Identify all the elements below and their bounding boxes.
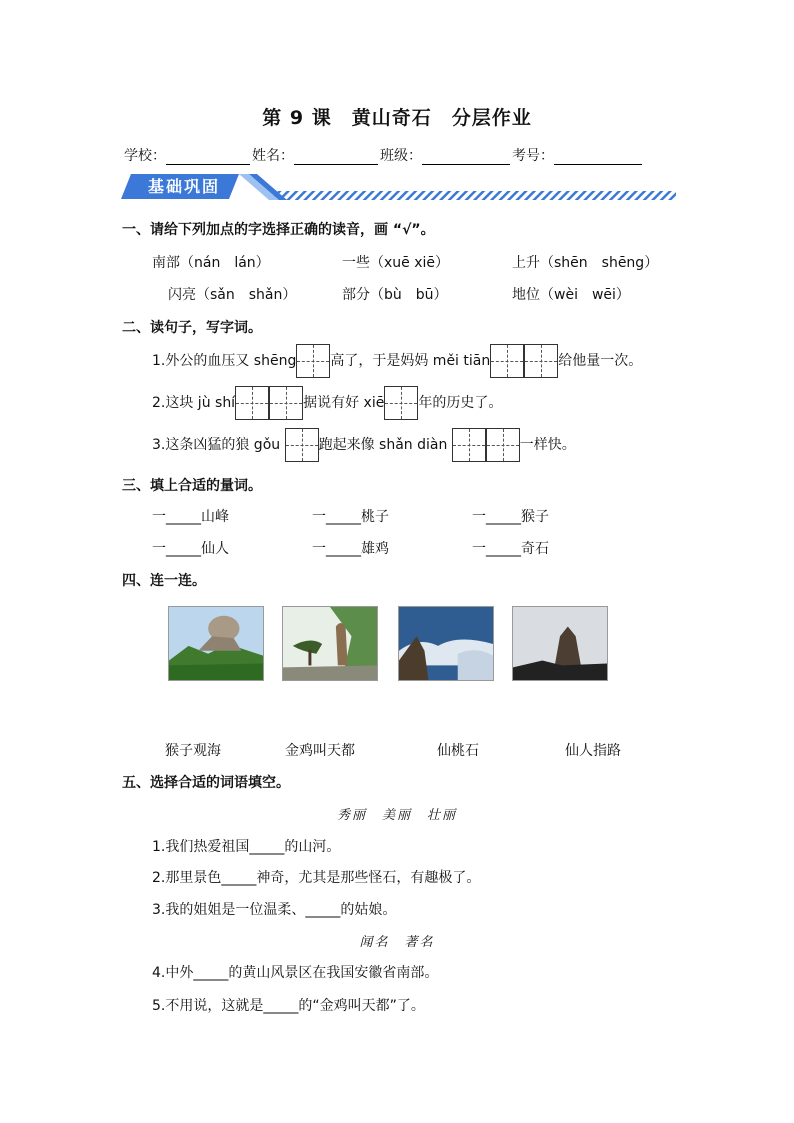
fill-sentence: 3.我的姐姐是一位温柔、_____的姑娘。	[152, 902, 397, 918]
name-field[interactable]	[294, 150, 378, 165]
match-label: 仙人指路	[565, 743, 621, 759]
writing-box[interactable]	[235, 386, 269, 420]
q1-item: 上升（shēn shēng）	[512, 255, 659, 271]
word-choices-2: 闻名 著名	[359, 935, 435, 950]
sentence-text: 跑起来像 shǎn diàn	[318, 437, 448, 453]
exam-no-field[interactable]	[554, 150, 642, 165]
banner-label: 基础巩固	[147, 177, 220, 196]
sentence-text: 一样快。	[519, 437, 576, 453]
class-field[interactable]	[422, 150, 510, 165]
fill-sentence: 4.中外_____的黄山风景区在我国安徽省南部。	[152, 965, 439, 981]
q1-item: 南部（nán lán）	[152, 255, 270, 271]
fill-sentence: 1.我们热爱祖国_____的山河。	[152, 839, 341, 855]
writing-box[interactable]	[524, 344, 558, 378]
school-field[interactable]	[166, 150, 250, 165]
sentence-text: 年的历史了。	[418, 395, 503, 411]
measure-word-item: 一_____奇石	[472, 541, 549, 557]
sentence-text: 据说有好 xiē	[303, 395, 385, 411]
sentence-text: 给他量一次。	[558, 353, 643, 369]
school-label: 学校：	[124, 148, 166, 164]
sentence-text: 2.这块 jù shí	[152, 395, 236, 411]
writing-box[interactable]	[452, 428, 486, 462]
measure-word-item: 一_____仙人	[152, 541, 229, 557]
writing-box[interactable]	[490, 344, 524, 378]
student-info-line	[124, 145, 644, 165]
exam-no-label: 考号：	[512, 148, 554, 164]
q1-item: 一些（xuē xiē）	[342, 255, 450, 271]
fill-sentence: 5.不用说，这就是_____的“金鸡叫天都”了。	[152, 998, 425, 1014]
rock-photo-3	[398, 606, 494, 681]
writing-box[interactable]	[384, 386, 418, 420]
q5-heading: 五、选择合适的词语填空。	[122, 775, 290, 791]
q1-item: 部分（bù bū）	[342, 287, 448, 303]
word-choices-1: 秀丽 美丽 壮丽	[336, 808, 457, 823]
section-banner	[121, 170, 676, 204]
writing-box[interactable]	[285, 428, 319, 462]
match-label: 猴子观海	[165, 743, 221, 759]
q2-sentence-2	[152, 386, 502, 420]
match-label: 金鸡叫天都	[285, 743, 355, 759]
q3-heading: 三、填上合适的量词。	[122, 478, 262, 494]
q1-heading: 一、请给下列加点的字选择正确的读音，画 “√”。	[122, 222, 435, 238]
rock-photo-1	[168, 606, 264, 681]
q1-item: 地位（wèi wēi）	[512, 287, 630, 303]
q2-sentence-3	[152, 428, 576, 462]
match-label: 仙桃石	[437, 743, 479, 759]
name-label: 姓名：	[252, 148, 294, 164]
q2-heading: 二、读句子，写字词。	[122, 320, 262, 336]
sentence-text: 高了，于是妈妈 měi tiān	[330, 353, 491, 369]
writing-box[interactable]	[269, 386, 303, 420]
measure-word-item: 一_____雄鸡	[312, 541, 389, 557]
q4-heading: 四、连一连。	[122, 573, 206, 589]
writing-box[interactable]	[296, 344, 330, 378]
q2-sentence-1	[152, 344, 642, 378]
fill-sentence: 2.那里景色_____神奇，尤其是那些怪石，有趣极了。	[152, 870, 481, 886]
measure-word-item: 一_____桃子	[312, 509, 389, 525]
rock-photo-4	[512, 606, 608, 681]
class-label: 班级：	[380, 148, 422, 164]
sentence-text: 1.外公的血压又 shēng	[152, 353, 297, 369]
measure-word-item: 一_____猴子	[472, 509, 549, 525]
rock-photo-2	[282, 606, 378, 681]
writing-box[interactable]	[486, 428, 520, 462]
q1-item: 闪亮（sǎn shǎn）	[168, 287, 297, 303]
sentence-text: 3.这条凶猛的狼 gǒu	[152, 437, 281, 453]
measure-word-item: 一_____山峰	[152, 509, 229, 525]
page-title: 第 9 课 黄山奇石 分层作业	[262, 107, 532, 129]
